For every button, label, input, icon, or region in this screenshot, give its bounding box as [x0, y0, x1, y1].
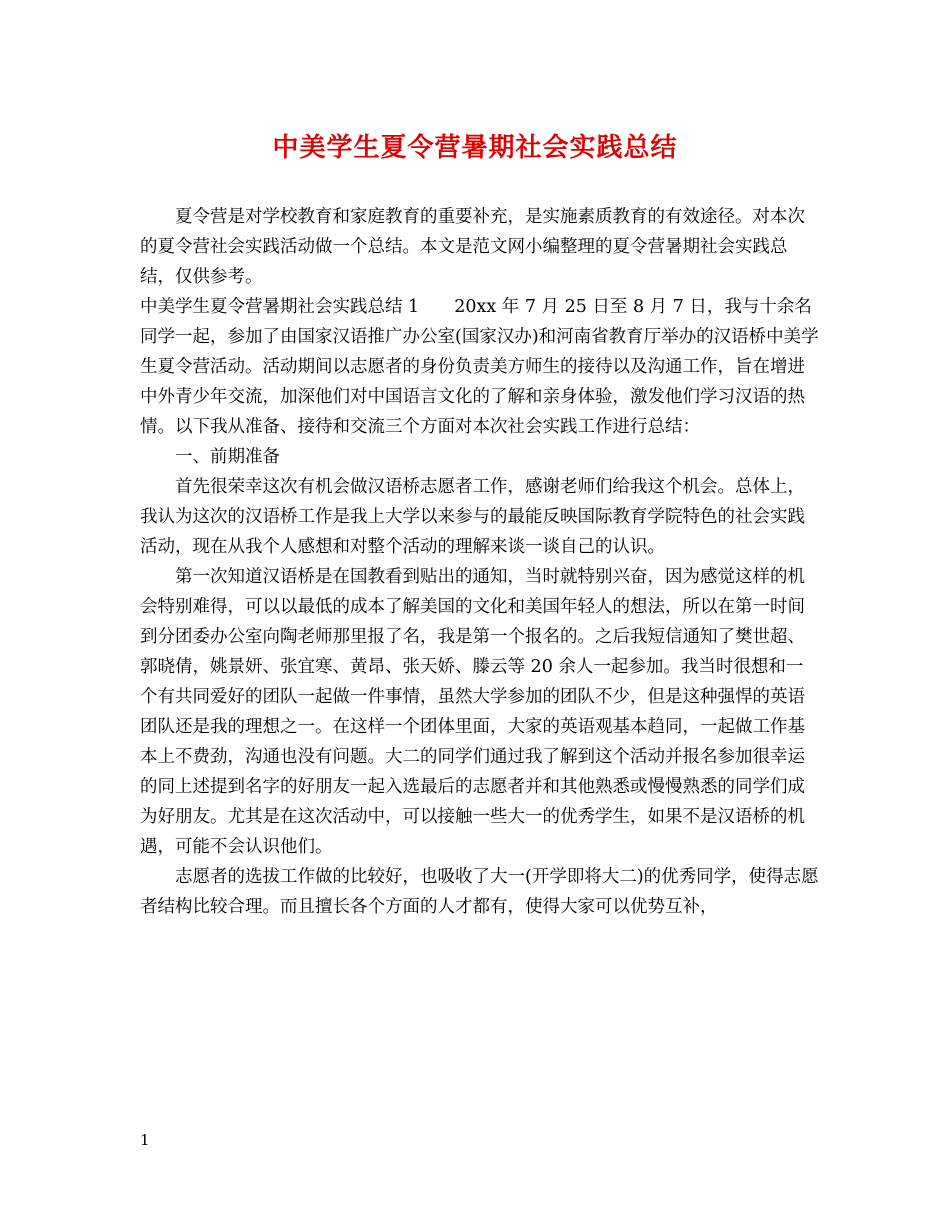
paragraph: 中美学生夏令营暑期社会实践总结 1 20xx 年 7 月 25 日至 8 月 7 日，我与十余名同学一起，参加了由国家汉语推广办公室(国家汉办)和河南省教育厅举办的汉语桥中美学生夏令营活动。活动期间以志愿者的身份负责美方师生的接待以及沟通工作，旨在增进中外青少年交流，加深他们对中国语言文化的了解和亲身体验，激发他们学习汉语的热情。以下我从准备、接待和交流三个方面对本次社会实践工作进行总结： [140, 297, 819, 437]
paragraph: 第一次知道汉语桥是在国教看到贴出的通知，当时就特别兴奋，因为感觉这样的机会特别难得，可以以最低的成本了解美国的文化和美国年轻人的想法，所以在第一时间到分团委办公室向陶老师那里报了名，我是第一个报名的。之后我短信通知了樊世超、郭晓倩，姚景妍、张宜寒、黄昂、张天娇、滕云等 20 余人一起参加。我当时很想和一个有共同爱好的团队一起做一件事情，虽然大学参加的团队不少，但是这种强悍的英语团队还是我的理想之一。在这样一个团体里面，大家的英语观基本趋同，一起做工作基本上不费劲，沟通也没有问题。大二的同学们通过我了解到这个活动并报名参加很幸运的同上述提到名字的好朋友一起入选最后的志愿者并和其他熟悉或慢慢熟悉的同学们成为好朋友。尤其是在这次活动中，可以接触一些大一的优秀学生，如果不是汉语桥的机遇，可能不会认识他们。 [140, 567, 805, 857]
document-title: 中美学生夏令营暑期社会实践总结 [272, 133, 678, 163]
paragraph: 志愿者的选拔工作做的比较好，也吸收了大一(开学即将大二)的优秀同学，使得志愿者结构比较合理。而且擅长各个方面的人才都有，使得大家可以优势互补， [140, 867, 819, 917]
paragraph: 首先很荣幸这次有机会做汉语桥志愿者工作，感谢老师们给我这个机会。总体上，我认为这次的汉语桥工作是我上大学以来参与的最能反映国际教育学院特色的社会实践活动，现在从我个人感想和对整个活动的理解来谈一谈自己的认识。 [140, 477, 805, 557]
page-number: 1 [140, 1131, 150, 1149]
document-body [140, 202, 820, 922]
paragraph: 一、前期准备 [175, 447, 280, 467]
paragraph: 夏令营是对学校教育和家庭教育的重要补充，是实施素质教育的有效途径。对本次的夏令营社会实践活动做一个总结。本文是范文网小编整理的夏令营暑期社会实践总结，仅供参考。 [140, 207, 805, 287]
